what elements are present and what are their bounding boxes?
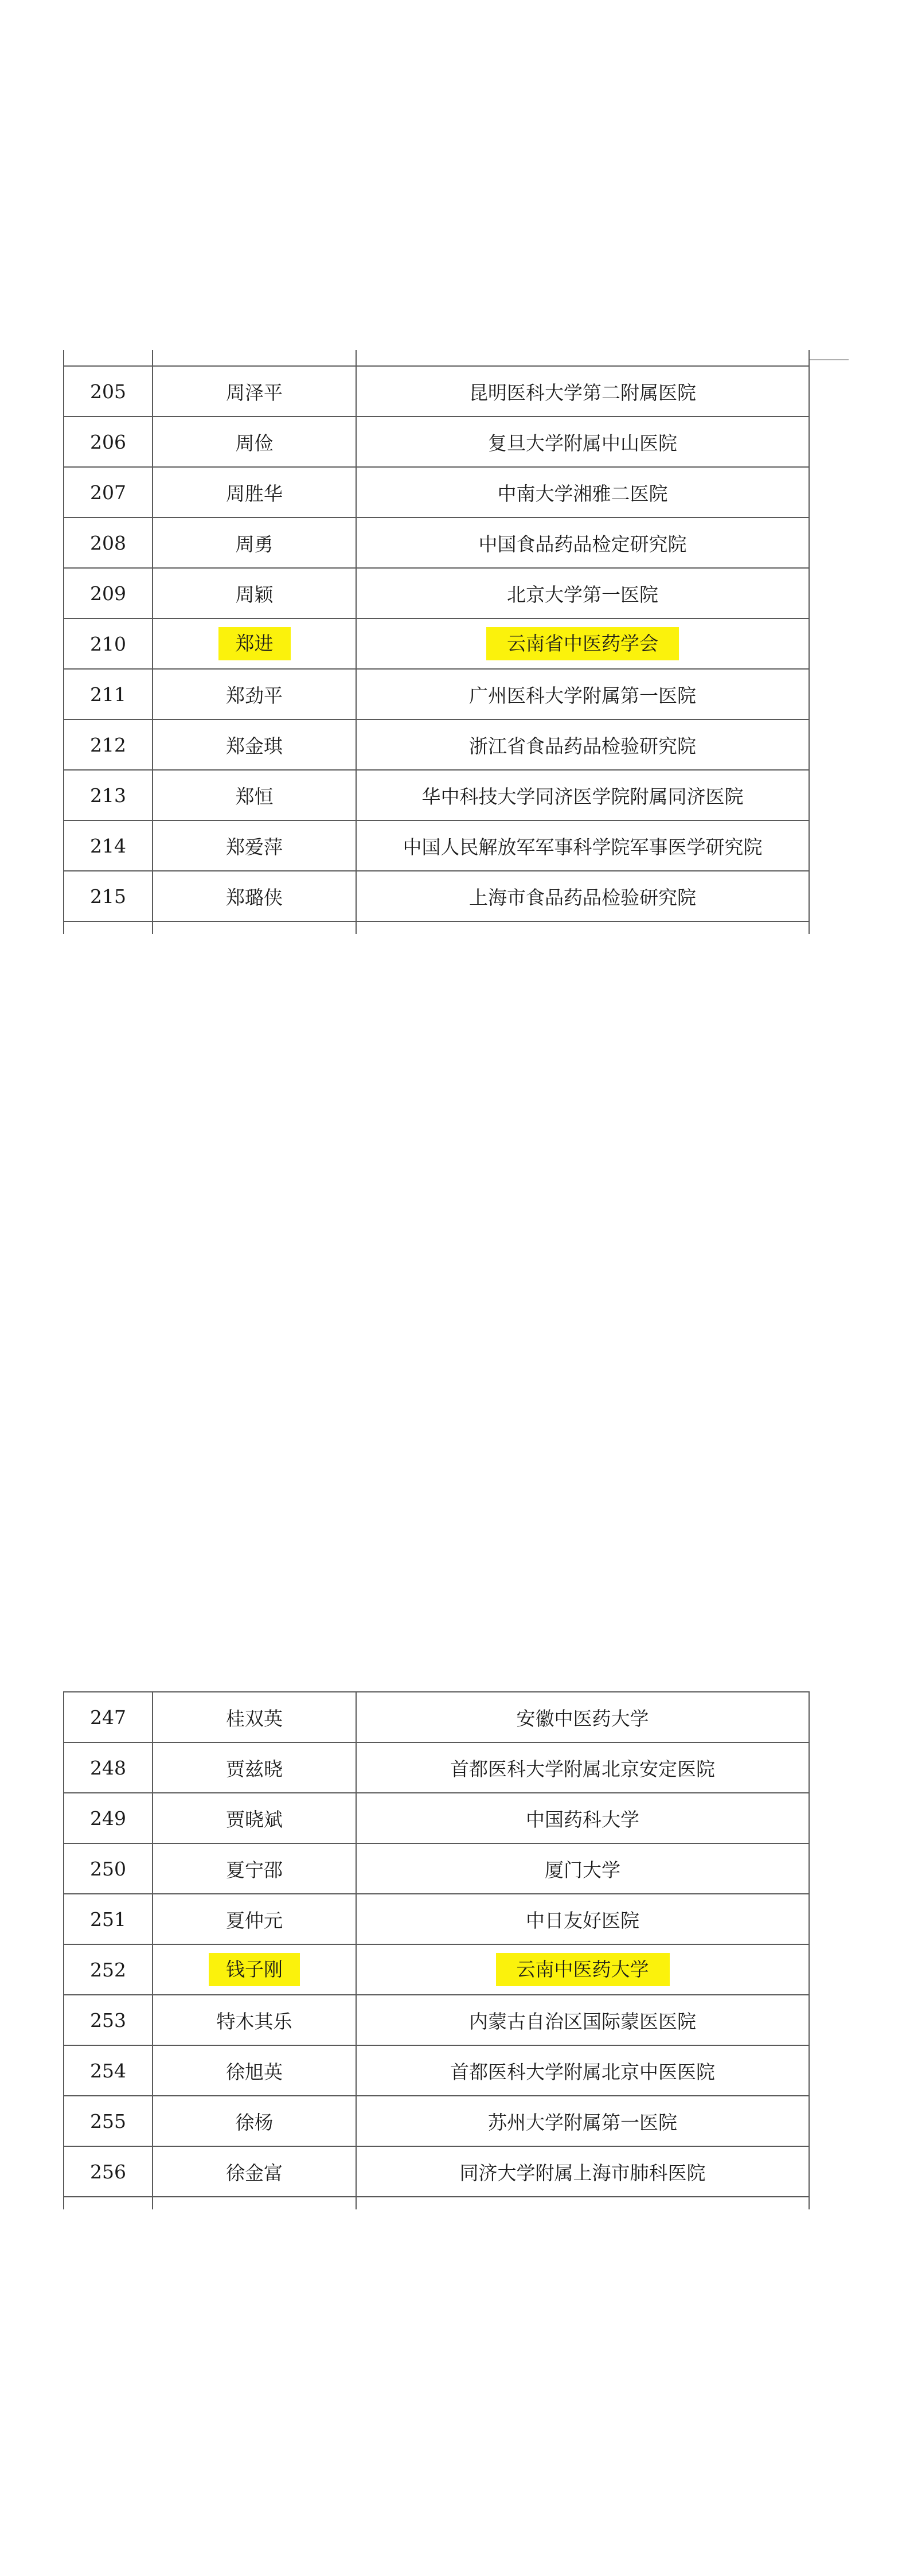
- table-row: [64, 770, 809, 820]
- institution-cell: [356, 871, 809, 921]
- table-row: [64, 1793, 809, 1843]
- institution-text: 中日友好医院: [526, 1909, 639, 1932]
- row-number-text: 210: [90, 632, 126, 655]
- row-number-cell: [64, 517, 153, 568]
- institution-cell: [356, 820, 809, 871]
- row-number-cell: [64, 1692, 153, 1742]
- table-row: [64, 820, 809, 871]
- row-number-text: 248: [90, 1756, 126, 1779]
- table-row: [64, 467, 809, 517]
- member-table-section-2: [63, 1691, 810, 2209]
- continuation-cell: [153, 921, 356, 934]
- row-number-cell: [64, 1742, 153, 1793]
- continuation-cell: [64, 2197, 153, 2209]
- continuation-cell: [64, 921, 153, 934]
- member-name-cell: [153, 1843, 356, 1894]
- member-name-text: 贾晓斌: [226, 1808, 283, 1831]
- table-body: [64, 350, 809, 934]
- institution-cell: [356, 618, 809, 669]
- member-name-cell: [153, 517, 356, 568]
- institution-cell: [356, 1894, 809, 1944]
- table-row: [64, 871, 809, 921]
- member-name-text: 徐金富: [226, 2161, 283, 2184]
- continuation-cell: [153, 2197, 356, 2209]
- institution-text: 苏州大学附属第一医院: [488, 2111, 677, 2134]
- table-row: [64, 719, 809, 770]
- table-row: [64, 669, 809, 719]
- row-number-text: 253: [90, 2009, 126, 2032]
- row-number-cell: [64, 719, 153, 770]
- row-number-cell: [64, 366, 153, 417]
- row-number-cell: [64, 417, 153, 467]
- row-number-cell: [64, 2146, 153, 2197]
- institution-cell: [356, 366, 809, 417]
- member-name-cell: [153, 2045, 356, 2096]
- institution-text: 北京大学第一医院: [507, 583, 658, 606]
- member-name-text: 周颖: [235, 583, 274, 606]
- row-number-cell: [64, 568, 153, 618]
- institution-text: 中国食品药品检定研究院: [478, 532, 687, 555]
- institution-cell: [356, 1843, 809, 1894]
- row-number-text: 255: [90, 2110, 126, 2133]
- institution-text: 华中科技大学同济医学院附属同济医院: [421, 785, 744, 808]
- row-number-cell: [64, 467, 153, 517]
- table-row: [64, 1742, 809, 1793]
- member-name-cell: [153, 1793, 356, 1843]
- table-body: [64, 1692, 809, 2209]
- member-name-cell: [153, 467, 356, 517]
- institution-text: 云南中医药大学: [496, 1953, 670, 1986]
- row-number-text: 213: [90, 784, 126, 807]
- table-row: [64, 366, 809, 417]
- member-name-cell: [153, 568, 356, 618]
- table-row: [64, 417, 809, 467]
- row-number-cell: [64, 1995, 153, 2045]
- member-name-text: 贾兹晓: [226, 1757, 283, 1780]
- page-edge-line: [809, 359, 849, 360]
- row-number-text: 208: [90, 531, 126, 554]
- institution-text: 首都医科大学附属北京安定医院: [450, 1757, 715, 1780]
- institution-text: 安徽中医药大学: [516, 1707, 649, 1730]
- row-number-cell: [64, 1793, 153, 1843]
- institution-cell: [356, 719, 809, 770]
- institution-text: 昆明医科大学第二附属医院: [469, 381, 696, 404]
- table-row: [64, 1894, 809, 1944]
- member-name-text: 夏仲元: [226, 1909, 283, 1932]
- row-number-text: 254: [90, 2059, 126, 2082]
- institution-cell: [356, 1995, 809, 2045]
- row-number-cell: [64, 1894, 153, 1944]
- member-name-text: 徐旭英: [226, 2060, 283, 2083]
- member-name-text: 夏宁邵: [226, 1858, 283, 1881]
- continuation-cell: [356, 921, 809, 934]
- institution-text: 云南省中医药学会: [486, 627, 679, 660]
- row-number-text: 247: [90, 1706, 126, 1729]
- row-number-cell: [64, 2045, 153, 2096]
- row-number-text: 249: [90, 1807, 126, 1830]
- row-number-cell: [64, 770, 153, 820]
- institution-cell: [356, 1742, 809, 1793]
- institution-text: 复旦大学附属中山医院: [488, 431, 677, 454]
- row-number-text: 256: [90, 2160, 126, 2183]
- institution-cell: [356, 568, 809, 618]
- member-name-text: 特木其乐: [216, 2010, 292, 2033]
- table-row: [64, 2045, 809, 2096]
- table-row-continuation: [64, 2197, 809, 2209]
- institution-text: 中国药科大学: [526, 1808, 639, 1831]
- table-row-continuation: [64, 921, 809, 934]
- member-name-cell: [153, 1692, 356, 1742]
- member-name-cell: [153, 1944, 356, 1995]
- member-table-section-1: [63, 350, 810, 934]
- continuation-cell: [356, 2197, 809, 2209]
- institution-text: 广州医科大学附属第一医院: [469, 684, 696, 707]
- row-number-cell: [64, 871, 153, 921]
- row-number-cell: [64, 1944, 153, 1995]
- institution-cell: [356, 669, 809, 719]
- institution-text: 浙江省食品药品检验研究院: [469, 734, 696, 757]
- member-name-cell: [153, 871, 356, 921]
- member-name-cell: [153, 2146, 356, 2197]
- institution-cell: [356, 2146, 809, 2197]
- table-row: [64, 1692, 809, 1742]
- table-row: [64, 568, 809, 618]
- institution-text: 厦门大学: [545, 1858, 620, 1881]
- member-name-cell: [153, 1742, 356, 1793]
- member-name-cell: [153, 417, 356, 467]
- member-name-cell: [153, 770, 356, 820]
- table-row: [64, 1843, 809, 1894]
- table-row: [64, 1995, 809, 2045]
- institution-cell: [356, 1692, 809, 1742]
- institution-cell: [356, 2045, 809, 2096]
- table-row: [64, 2146, 809, 2197]
- member-name-text: 郑劲平: [226, 684, 283, 707]
- institution-text: 上海市食品药品检验研究院: [469, 886, 696, 909]
- member-name-text: 郑金琪: [226, 734, 283, 757]
- member-name-cell: [153, 1995, 356, 2045]
- institution-text: 内蒙古自治区国际蒙医医院: [469, 2010, 696, 2033]
- institution-cell: [356, 1944, 809, 1995]
- row-number-text: 207: [90, 481, 126, 504]
- member-name-cell: [153, 719, 356, 770]
- row-number-cell: [64, 669, 153, 719]
- member-name-cell: [153, 618, 356, 669]
- table-row: [64, 1944, 809, 1995]
- row-number-text: 212: [90, 733, 126, 756]
- table-row-stub: [64, 350, 809, 366]
- table-row: [64, 2096, 809, 2146]
- row-number-text: 211: [90, 683, 126, 706]
- row-number-text: 206: [90, 430, 126, 453]
- member-name-text: 郑璐侠: [226, 886, 283, 909]
- row-number-text: 214: [90, 834, 126, 857]
- institution-cell: [356, 2096, 809, 2146]
- member-name-cell: [153, 820, 356, 871]
- institution-cell: [356, 517, 809, 568]
- institution-text: 首都医科大学附属北京中医医院: [450, 2060, 715, 2083]
- member-name-cell: [153, 366, 356, 417]
- member-name-text: 郑恒: [235, 785, 274, 808]
- institution-text: 中国人民解放军军事科学院军事医学研究院: [403, 835, 763, 858]
- table-row: [64, 618, 809, 669]
- member-name-text: 周勇: [235, 532, 274, 555]
- institution-cell: [356, 1793, 809, 1843]
- member-name-text: 周胜华: [226, 482, 283, 505]
- member-name-text: 周泽平: [226, 381, 283, 404]
- member-name-text: 郑爱萍: [226, 835, 283, 858]
- row-number-text: 252: [90, 1958, 126, 1981]
- row-number-cell: [64, 820, 153, 871]
- row-number-text: 251: [90, 1908, 126, 1931]
- member-name-text: 郑进: [218, 627, 291, 660]
- member-name-cell: [153, 1894, 356, 1944]
- institution-cell: [356, 770, 809, 820]
- member-name-text: 周俭: [235, 431, 274, 454]
- row-number-cell: [64, 618, 153, 669]
- institution-cell: [356, 417, 809, 467]
- institution-text: 同济大学附属上海市肺科医院: [459, 2161, 706, 2184]
- institution-text: 中南大学湘雅二医院: [497, 482, 668, 505]
- row-number-cell: [64, 2096, 153, 2146]
- member-name-text: 徐杨: [235, 2111, 274, 2134]
- row-number-cell: [64, 1843, 153, 1894]
- member-name-text: 桂双英: [226, 1707, 283, 1730]
- row-number-text: 215: [90, 885, 126, 908]
- row-number-text: 250: [90, 1857, 126, 1880]
- member-name-cell: [153, 2096, 356, 2146]
- member-name-cell: [153, 669, 356, 719]
- table-row: [64, 517, 809, 568]
- row-number-text: 205: [90, 380, 126, 403]
- member-name-text: 钱子刚: [209, 1953, 300, 1986]
- institution-cell: [356, 467, 809, 517]
- row-number-text: 209: [90, 582, 126, 605]
